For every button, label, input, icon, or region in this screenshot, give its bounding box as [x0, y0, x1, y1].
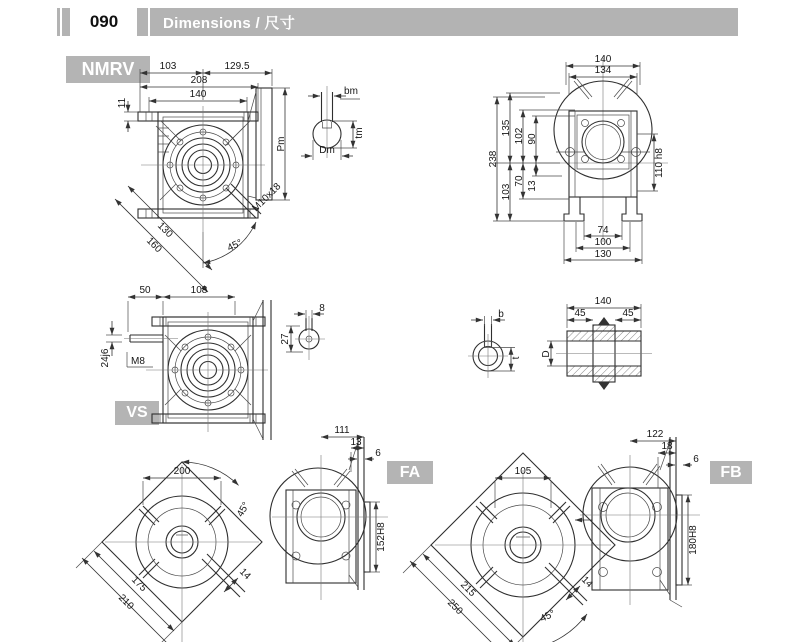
vs-shaft-key-detail [280, 303, 325, 360]
dim-70: 70 [514, 175, 525, 187]
dim-m8: M8 [131, 356, 145, 367]
dim-8: 8 [319, 303, 325, 314]
dim-18: 18 [661, 441, 673, 452]
series-label-nmrv: NMRV [66, 56, 150, 83]
dim-74: 74 [597, 225, 609, 236]
hollow-shaft-section [541, 296, 652, 390]
dim-100: 100 [594, 237, 612, 248]
dim-dm: Dm [319, 145, 335, 156]
dim-45deg: 45° [225, 237, 245, 254]
dim-140-top: 140 [594, 54, 612, 65]
dim-bm: bm [344, 86, 358, 97]
dim-122: 122 [646, 429, 664, 440]
dim-50: 50 [139, 285, 151, 296]
dim-140: 140 [189, 89, 207, 100]
dim-175: 175 [128, 574, 149, 595]
dim-130: 130 [154, 220, 175, 241]
dim-45-right: 45 [622, 308, 634, 319]
dim-140-shaft: 140 [594, 296, 612, 307]
nmrv-side-view [488, 54, 668, 264]
dim-208: 208 [190, 75, 208, 86]
dim-103-side: 103 [501, 183, 512, 201]
dim-24j6: 24j6 [100, 348, 111, 368]
dim-6-fa: 6 [375, 448, 381, 459]
dim-135: 135 [501, 119, 512, 137]
dim-13-fa: 13 [350, 437, 362, 448]
dim-134: 134 [594, 65, 612, 76]
dim-130-side: 130 [594, 249, 612, 260]
dim-tm: tm [354, 127, 365, 139]
dim-180h8: 180H8 [688, 525, 699, 555]
dim-152h8: 152H8 [376, 522, 387, 552]
dim-14-fb: 14 [578, 574, 595, 591]
dim-14-fa: 14 [236, 566, 253, 583]
dim-250: 250 [444, 597, 465, 618]
fb-front-view [403, 453, 615, 642]
dim-45-fb: 45° [538, 608, 557, 625]
dim-238: 238 [488, 150, 499, 168]
dim-129-5: 129.5 [224, 61, 250, 72]
hollow-bore-key-detail [468, 309, 522, 378]
dim-160: 160 [143, 235, 164, 256]
dim-200: 200 [173, 466, 191, 477]
dim-d: D [541, 350, 552, 358]
nmrv-front-view [115, 61, 290, 292]
dim-t: t [511, 356, 522, 360]
dim-90: 90 [527, 133, 538, 145]
dim-210: 210 [115, 592, 136, 613]
dim-102: 102 [514, 127, 525, 145]
page-number: 090 [72, 6, 136, 37]
page-title: Dimensions / 尺寸 [150, 8, 738, 36]
fa-front-view [76, 462, 262, 642]
dim-111: 111 [334, 425, 350, 436]
dim-108: 108 [190, 285, 208, 296]
dim-13-side: 13 [527, 180, 538, 192]
variant-label-vs: VS [115, 401, 159, 425]
variant-label-fb: FB [710, 461, 752, 484]
fa-side-view [270, 425, 388, 600]
dim-103: 103 [159, 61, 177, 72]
vs-front-view [100, 285, 271, 440]
dim-105: 105 [514, 466, 532, 477]
dim-110h8: 110 h8 [654, 148, 665, 178]
dim-215: 215 [457, 579, 478, 600]
dim-m10x18: M10x18 [250, 181, 284, 215]
dim-b: b [498, 309, 504, 320]
output-shaft-key-detail [301, 86, 365, 160]
dim-27: 27 [280, 333, 291, 345]
dim-45-fa: 45° [235, 500, 253, 520]
dim-45-left: 45 [574, 308, 586, 319]
variant-label-fa: FA [387, 461, 433, 484]
dim-6-fb: 6 [693, 454, 699, 465]
dim-pm: Pm [276, 136, 287, 152]
dim-11: 11 [117, 97, 128, 109]
